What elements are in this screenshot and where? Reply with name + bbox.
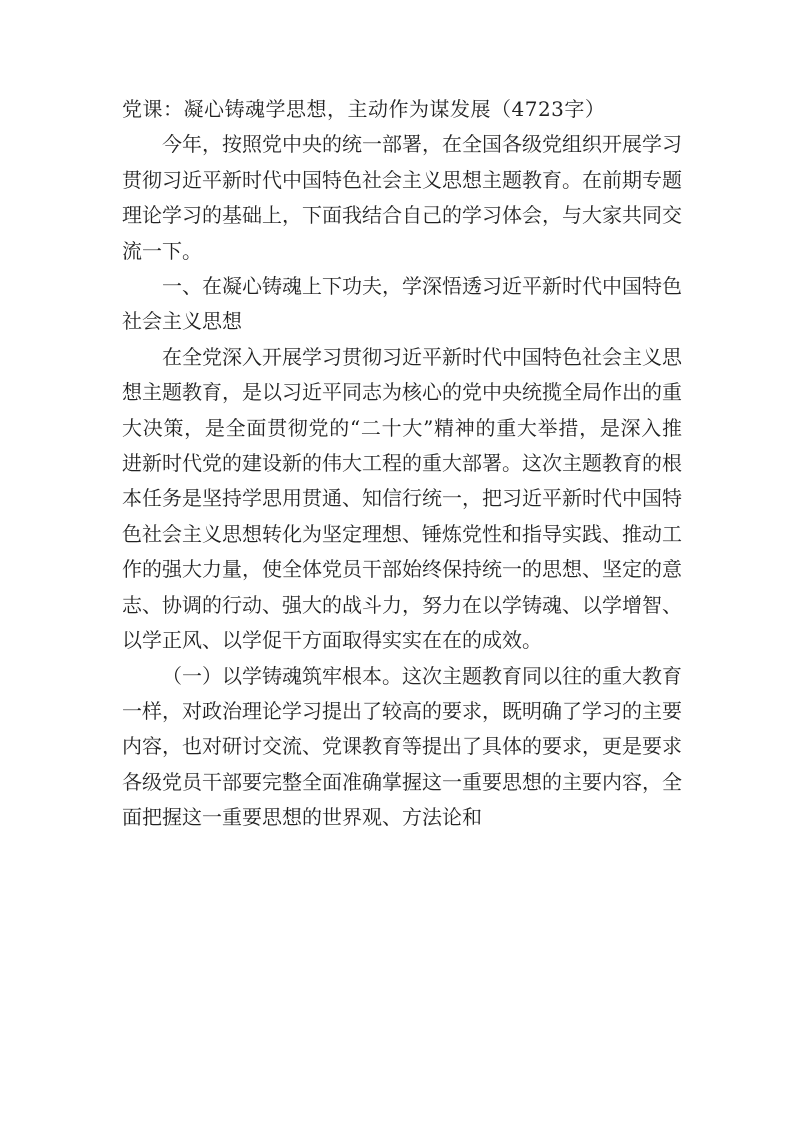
document-title: 党课：凝心铸魂学思想，主动作为谋发展（4723字） bbox=[122, 97, 606, 121]
paragraph-subsection-1: （一）以学铸魂筑牢根本。这次主题教育同以往的重大教育一样，对政治理论学习提出了较高的要求，既明确了学习的主要内容，也对研讨交流、党课教育等提出了具体的要求，更是要求各级党员干部要完整全面准确掌握这一重要思想的主要内容，全面把握这一重要思想的世界观、方法论和 bbox=[122, 663, 682, 830]
section-heading-1: 一、在凝心铸魂上下功夫，学深悟透习近平新时代中国特色社会主义思想 bbox=[122, 274, 682, 334]
paragraph-intro: 今年，按照党中央的统一部署，在全国各级党组织开展学习贯彻习近平新时代中国特色社会主义思想主题教育。在前期专题理论学习的基础上，下面我结合自己的学习体会，与大家共同交流一下。 bbox=[122, 132, 682, 263]
paragraph-section-1-body: 在全党深入开展学习贯彻习近平新时代中国特色社会主义思想主题教育，是以习近平同志为核心的党中央统揽全局作出的重大决策，是全面贯彻党的“二十大”精神的重大举措，是深入推进新时代党的建设新的伟大工程的重大部署。这次主题教育的根本任务是坚持学思用贯通、知信行统一，把习近平新时代中国特色社会主义思想转化为坚定理想、锤炼党性和指导实践、推动工作的强大力量，使全体党员干部始终保持统一的思想、坚定的意志、协调的行动、强大的战斗力，努力在以学铸魂、以学增智、以学正风、以学促干方面取得实实在在的成效。 bbox=[122, 344, 682, 653]
document-page bbox=[122, 92, 682, 836]
